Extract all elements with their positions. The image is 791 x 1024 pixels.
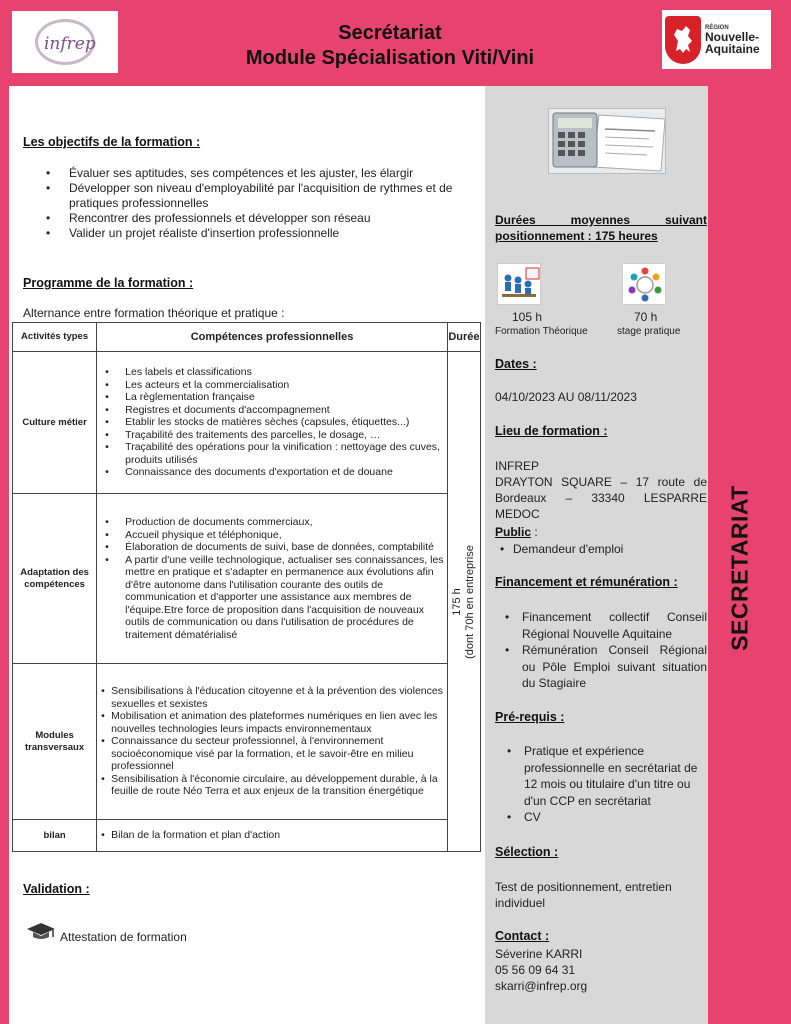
- prereq-list: [502, 743, 707, 826]
- list-item: • Production de documents commerciaux,: [105, 516, 445, 529]
- programme-table: [12, 322, 481, 852]
- calculator-document-image: [548, 108, 666, 174]
- contact-email[interactable]: skarri@infrep.org: [495, 979, 588, 993]
- theory-label: Formation Théorique: [495, 326, 588, 337]
- objectives-list: [46, 166, 476, 241]
- activity-cell: bilan: [13, 820, 97, 852]
- activity-cell: Adaptation des compétences: [13, 494, 97, 664]
- public-heading: Public :: [495, 525, 538, 539]
- practice-label: stage pratique: [617, 326, 681, 337]
- selection-heading: Sélection :: [495, 845, 559, 859]
- list-item: • Développer son niveau d'employabilité par l'acquisition de rythmes et de pratiques professionnelles: [46, 181, 476, 211]
- validation-heading: Validation :: [23, 882, 90, 896]
- list-item: • Pratique et expérience professionnelle en secrétariat de 12 mois ou titulaire d'un titre ou d'un CCP en secrétariat: [502, 743, 707, 809]
- list-item: • Sensibilisations à l'éducation citoyenne et à la prévention des violences sexuelles et sexistes: [101, 685, 445, 710]
- list-item: • Traçabilité des traitements des parcelles, le dosage, …: [105, 429, 445, 442]
- list-item: • Valider un projet réaliste d'insertion professionnelle: [46, 226, 476, 241]
- list-item: • Demandeur d'emploi: [500, 541, 707, 558]
- selection-text: Test de positionnement, entretien individuel: [495, 880, 672, 910]
- vertical-section-label: SECRETARIAT: [726, 485, 753, 651]
- table-row: [13, 820, 481, 852]
- list-item: • Bilan de la formation et plan d'action: [101, 829, 445, 842]
- list-item: • Rencontrer des professionnels et développer son réseau: [46, 211, 476, 226]
- lion-shield-icon: [665, 16, 701, 64]
- public-list: [500, 541, 707, 558]
- table-row: [13, 352, 481, 494]
- list-item: • Les acteurs et la commercialisation: [105, 379, 445, 392]
- table-row: [13, 664, 481, 820]
- list-item: • Les labels et classifications: [105, 366, 445, 379]
- contact-heading: Contact :: [495, 929, 550, 943]
- list-item: • Sensibilisation à l'économie circulaire, au développement durable, à la feuille de route Néo Terra et aux enjeux de la transition énergétique: [101, 773, 445, 798]
- activity-cell: Culture métier: [13, 352, 97, 494]
- header-activities: Activités types: [13, 323, 97, 352]
- page-subtitle: Module Spécialisation Viti/Vini: [245, 47, 535, 69]
- funding-heading: Financement et rémunération :: [495, 575, 678, 589]
- duration-text: 175 h (dont 70h en entreprise: [450, 544, 476, 659]
- list-item: • Connaissance des documents d'exportation et de douane: [105, 466, 445, 479]
- programme-intro: Alternance entre formation théorique et pratique :: [23, 306, 285, 320]
- competences-cell: [97, 820, 448, 852]
- list-item: • Évaluer ses aptitudes, ses compétences et les ajuster, les élargir: [46, 166, 476, 181]
- list-item: • Mobilisation et animation des plateformes numériques en lien avec les nouvelles technologies leurs impacts environnementaux: [101, 710, 445, 735]
- prereq-heading: Pré-requis :: [495, 710, 565, 724]
- duration-cell: [447, 352, 480, 852]
- practice-hours: 70 h: [634, 310, 658, 324]
- list-item: • A partir d'une veille technologique, actualiser ses connaissances, les mettre en pratique et s'adapter en permanence aux évolutions afin d'être autonome dans l'utilisation courante des outils de communication et d'apporter une assistance aux membres de l'équipe.Etre force de proposition dans l'acquisition de nouveaux outils de communication ou dans l'utilisation de procédures de traitement dématérialisé: [105, 554, 445, 642]
- graduation-cap-icon: [26, 921, 56, 946]
- classroom-icon: [497, 263, 541, 305]
- table-header-row: [13, 323, 481, 352]
- region-name: RÉGION Nouvelle- Aquitaine: [705, 24, 760, 56]
- region-logo: [662, 10, 771, 69]
- contact-name: Séverine KARRI: [495, 947, 583, 961]
- header-duration: Durée: [447, 323, 480, 352]
- list-item: • Registres et documents d'accompagnement: [105, 404, 445, 417]
- list-item: • Financement collectif Conseil Régional Nouvelle Aquitaine: [500, 609, 707, 642]
- list-item: • Rémunération Conseil Régional ou Pôle Emploi suivant situation du Stagiaire: [500, 642, 707, 692]
- list-item: • CV: [502, 809, 707, 826]
- theory-hours: 105 h: [512, 310, 543, 324]
- dates-value: 04/10/2023 AU 08/11/2023: [495, 390, 637, 404]
- programme-heading: Programme de la formation :: [23, 276, 194, 290]
- location-heading: Lieu de formation :: [495, 424, 608, 438]
- list-item: • Etablir les stocks de matières sèches (capsules, étiquettes...): [105, 416, 445, 429]
- table-row: [13, 494, 481, 664]
- objectives-heading: Les objectifs de la formation :: [23, 135, 201, 149]
- funding-list: [500, 609, 707, 692]
- competences-cell: [97, 352, 448, 494]
- list-item: • Connaissance du secteur professionnel, à l'environnement socioéconomique visé par la formation, et le savoir-être en milieu professionnel: [101, 735, 445, 773]
- infrep-logo: [12, 11, 118, 73]
- competences-cell: [97, 664, 448, 820]
- location-address: DRAYTON SQUARE – 17 route de Bordeaux – 33340 LESPARRE MEDOC: [495, 475, 707, 521]
- location-name: INFREP: [495, 459, 540, 473]
- logo-ring-icon: infrep: [35, 19, 95, 65]
- left-border: [0, 0, 9, 1024]
- list-item: • Accueil physique et téléphonique,: [105, 529, 445, 542]
- activity-cell: Modules transversaux: [13, 664, 97, 820]
- list-item: • La règlementation française: [105, 391, 445, 404]
- competences-cell: [97, 494, 448, 664]
- team-circle-icon: [622, 263, 666, 305]
- list-item: • Traçabilité des opérations pour la vinification : nettoyage des cuves, produits utilisés: [105, 441, 445, 466]
- contact-phone: 05 56 09 64 31: [495, 963, 576, 977]
- durations-heading: Durées moyennes suivant positionnement : 175 heures: [495, 213, 707, 243]
- validation-item: Attestation de formation: [60, 930, 187, 944]
- page-title: Secrétariat: [338, 22, 442, 44]
- header-competences: Compétences professionnelles: [97, 323, 448, 352]
- list-item: • Élaboration de documents de suivi, base de données, comptabilité: [105, 541, 445, 554]
- dates-heading: Dates :: [495, 357, 537, 371]
